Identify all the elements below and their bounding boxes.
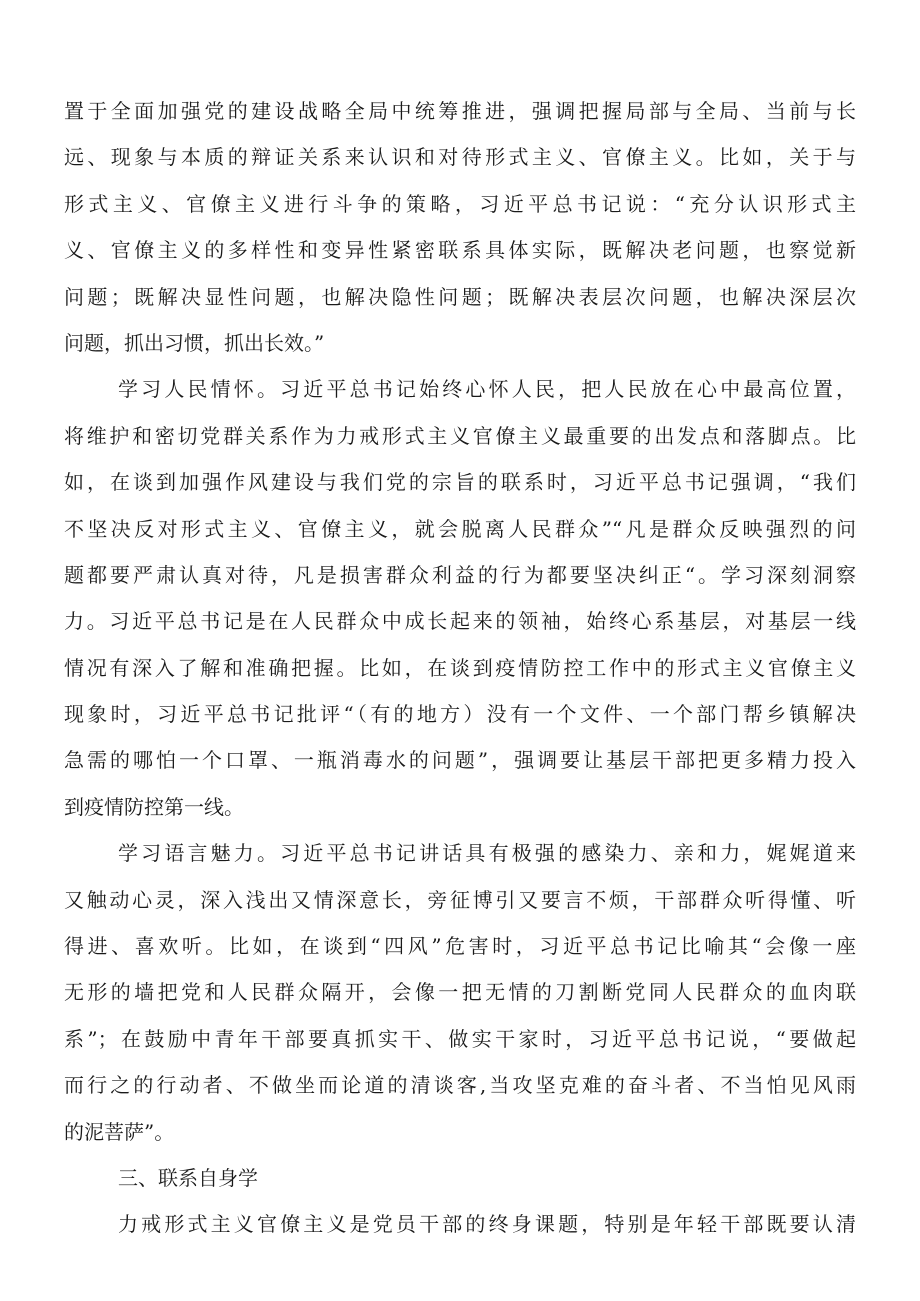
- text-line: 题都要严肃认真对待，凡是损害群众利益的行为都要坚决纠正“。学习深刻洞察: [64, 562, 856, 587]
- text-line: 到疫情防控第一线。: [64, 794, 244, 819]
- text-line: 义、官僚主义的多样性和变异性紧密联系具体实际，既解决老问题，也察觉新: [64, 238, 856, 263]
- paragraph-continuation: [64, 88, 856, 366]
- text-line: 力。习近平总书记是在人民群众中成长起来的领袖，始终心系基层，对基层一线: [64, 609, 856, 634]
- text-line: 远、现象与本质的辩证关系来认识和对待形式主义、官僚主义。比如，关于与: [64, 145, 856, 170]
- text-line: 学习语言魅力。习近平总书记讲话具有极强的感染力、亲和力，娓娓道来: [118, 841, 856, 866]
- paragraph-people: [64, 366, 856, 830]
- text-line: 的泥菩萨”。: [64, 1119, 175, 1144]
- text-line: 又触动心灵，深入浅出又情深意长，旁征博引又要言不烦，干部群众听得懂、听: [64, 887, 856, 912]
- text-line: 急需的哪怕一个口罩、一瓶消毒水的问题”，强调要让基层干部把更多精力投入: [64, 748, 856, 773]
- document-page: [64, 88, 856, 1248]
- text-line: 系”；在鼓励中青年干部要真抓实干、做实干家时，习近平总书记说，“要做起: [64, 1026, 856, 1051]
- section-heading-3: [64, 1155, 856, 1201]
- text-line: 情况有深入了解和准确把握。比如，在谈到疫情防控工作中的形式主义官僚主义: [64, 655, 856, 680]
- text-line: 问题，抓出习惯，抓出长效。”: [64, 330, 325, 355]
- text-line: 形式主义、官僚主义进行斗争的策略，习近平总书记说：“充分认识形式主: [64, 191, 856, 216]
- text-line: 将维护和密切党群关系作为力戒形式主义官僚主义最重要的出发点和落脚点。比: [64, 423, 856, 448]
- text-line: 而行之的行动者、不做坐而论道的清谈客,当攻坚克难的奋斗者、不当怕见风雨: [64, 1073, 856, 1098]
- paragraph-self: [64, 1201, 856, 1247]
- text-line: 问题；既解决显性问题，也解决隐性问题；既解决表层次问题，也解决深层次: [64, 284, 856, 309]
- text-line: 得进、喜欢听。比如，在谈到“四风”危害时，习近平总书记比喻其“会像一座: [64, 934, 856, 959]
- text-line: 不坚决反对形式主义、官僚主义，就会脱离人民群众”“凡是群众反映强烈的问: [64, 516, 856, 541]
- paragraph-language: [64, 830, 856, 1155]
- text-line: 学习人民情怀。习近平总书记始终心怀人民，把人民放在心中最高位置，: [118, 377, 856, 402]
- text-line: 无形的墙把党和人民群众隔开，会像一把无情的刀割断党同人民群众的血肉联: [64, 980, 856, 1005]
- text-line: 三、联系自身学: [118, 1165, 258, 1190]
- text-line: 力戒形式主义官僚主义是党员干部的终身课题，特别是年轻干部既要认清: [118, 1212, 856, 1237]
- text-line: 如，在谈到加强作风建设与我们党的宗旨的联系时，习近平总书记强调，“我们: [64, 470, 856, 495]
- text-line: 置于全面加强党的建设战略全局中统筹推进，强调把握局部与全局、当前与长: [64, 99, 856, 123]
- text-line: 现象时，习近平总书记批评“（有的地方）没有一个文件、一个部门帮乡镇解决: [64, 702, 856, 727]
